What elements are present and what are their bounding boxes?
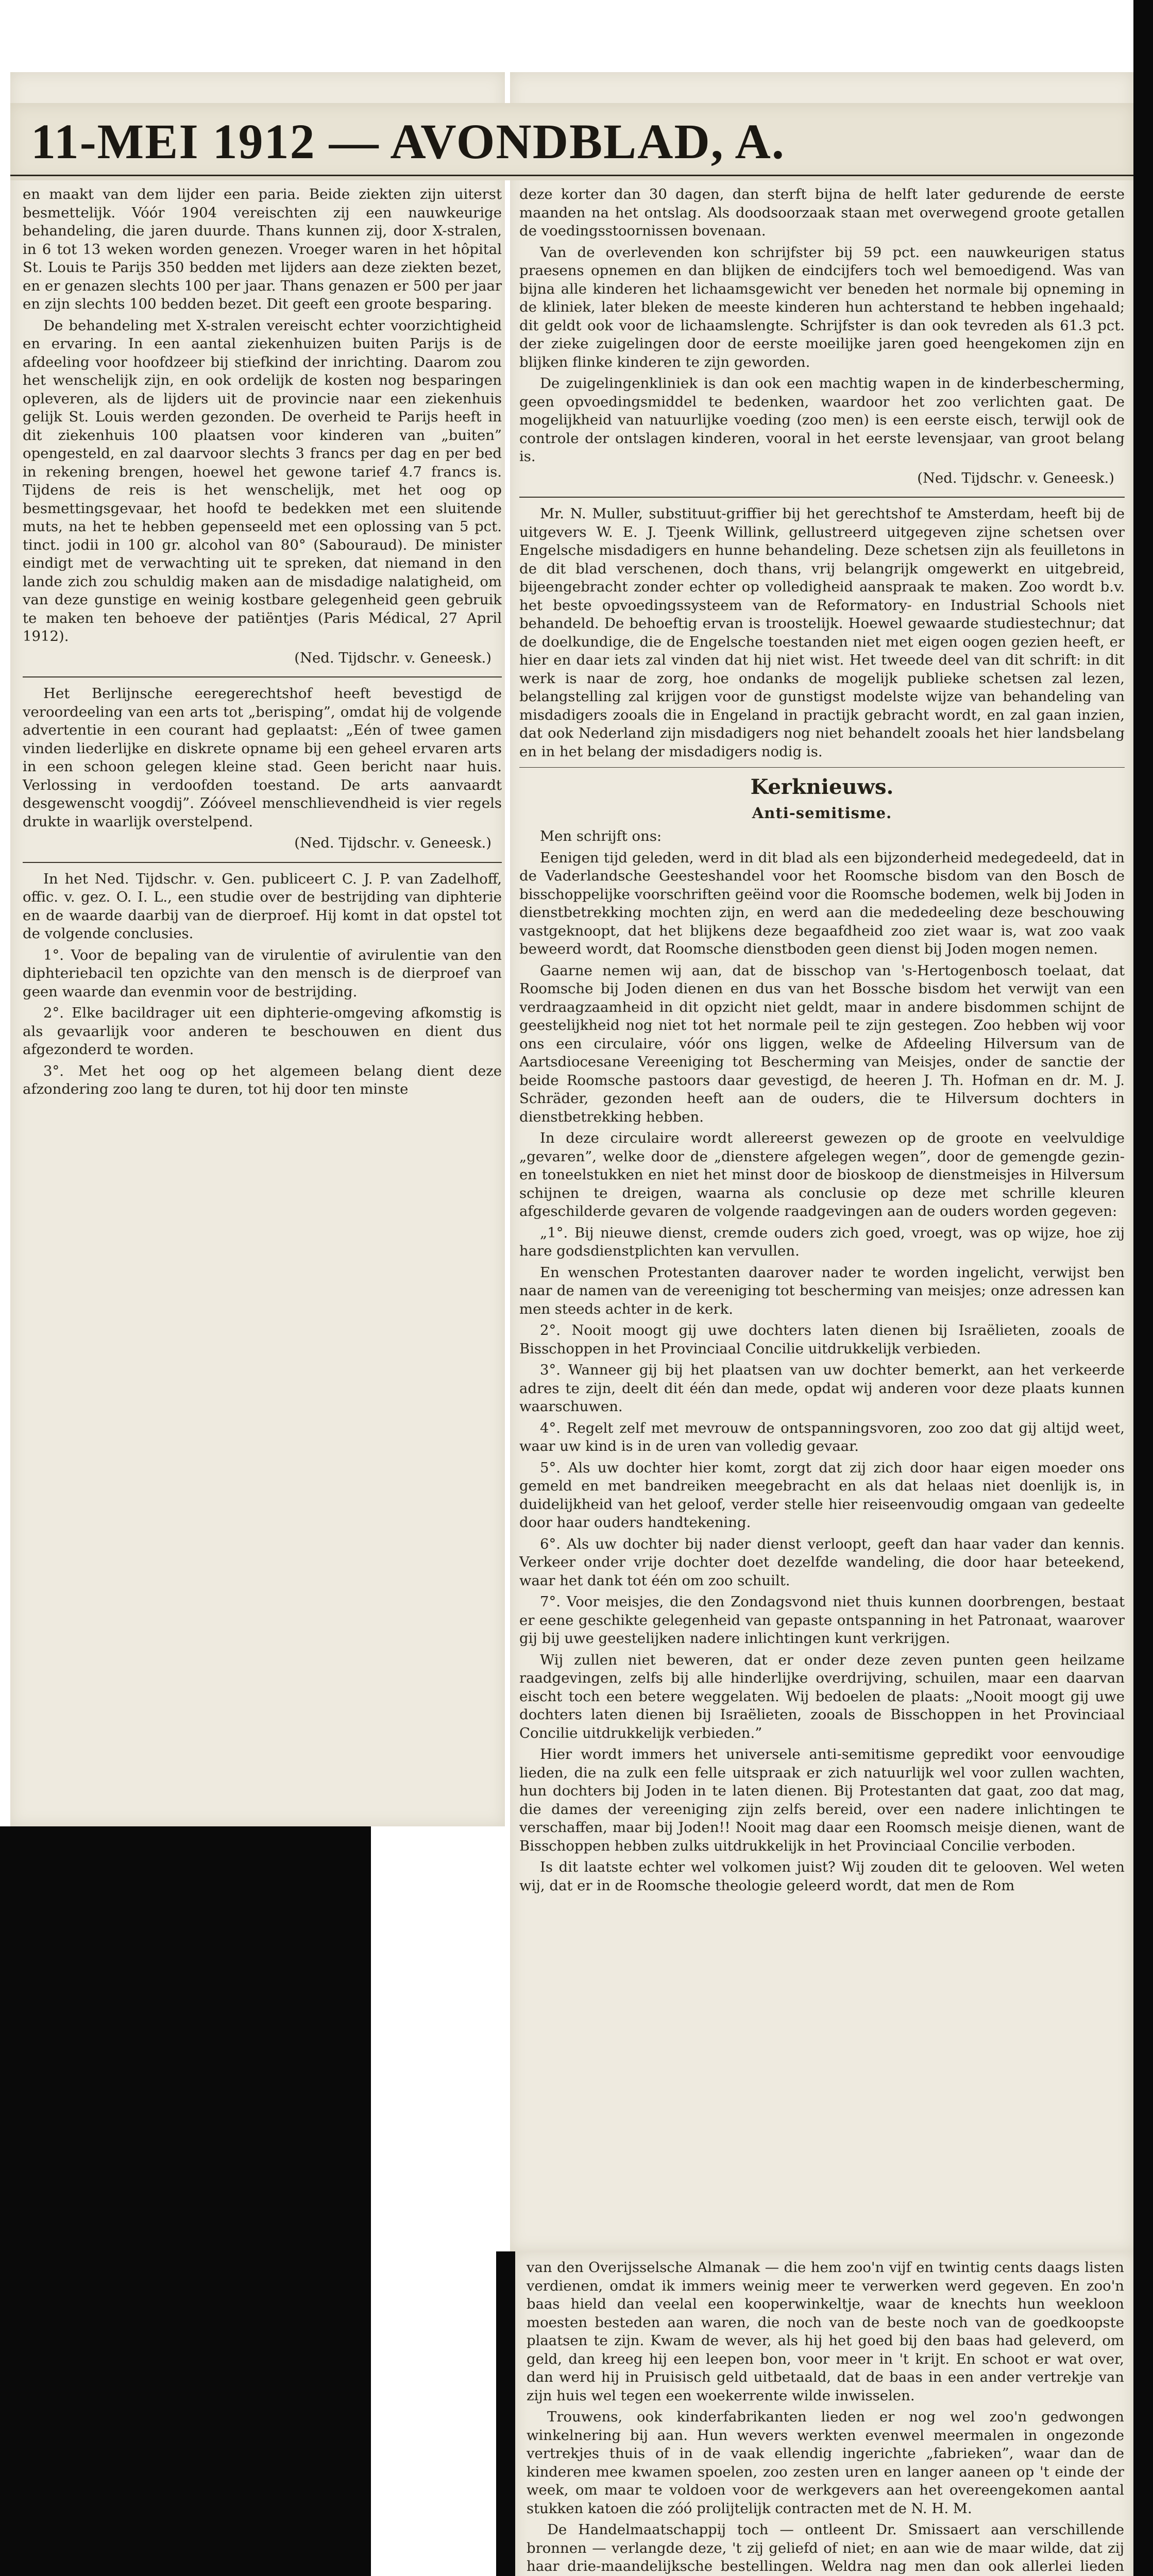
left-clipping: [10, 72, 505, 1826]
section-subheading-antisemitisme: Anti-semitisme.: [752, 804, 892, 822]
right-paragraph: Mr. N. Muller, substituut-griffier bij het gerechtshof te Amsterdam, heeft bij de uitgevers W. E. J. Tjeenk Willink, gellustreerd uitgegeven zijne schetsen over Engelsche misdadigers en hunne behandeling. Deze schetsen zijn als feuilletons in de dit blad verschenen, doch thans, vrij belangrijk omgewerkt en uitgebreid, bijeengebracht zonder echter op volledigheid aanspraak te maken. Zoo wordt b.v. het beste opvoedingssysteem van de Reformatory- en Industrial Schools niet behandeld. De behoeftig ervan is troostelijk. Hoewel gewaarde studiestechnur; dat de doelkundige, die de Engelsche toestanden niet met eigen oogen gezien heeft, er hier en daar iets zal vinden dat hij niet wist. Het tweede deel van dit schrift: in dit werk is naar de zorg, hoe ondanks de mogelijk publieke schetsen zal lezen, belangstelling zal krijgen voor de gunstigst modelste wijze van behandeling van misdadigers zooals die in Engeland in practijk gebracht wordt, en zal gaan inzien, dat ook Nederland zijn misdadigers nog niet behandelt zooals het hier landsbelang en in het belang der misdadigers nodig is.: [519, 505, 1125, 760]
right-divider-2: [519, 767, 1125, 768]
left-paragraph: In het Ned. Tijdschr. v. Gen. publiceert C. J. P. van Zadelhoff, offic. v. gez. O. I. L., een studie over de bestrijding van diphterie en de waarde daarbij van de dierproef. Hij komt in dat opstel tot de volgende conclusies.: [23, 870, 502, 942]
background-board-right: [1133, 0, 1153, 2576]
right-paragraph: 2°. Nooit moogt gij uwe dochters laten dienen bij Israëlieten, zooals de Bisschoppen in het Provinciaal Concilie uitdrukkelijk verbieden.: [519, 1322, 1125, 1357]
right-paragraph: 5°. Als uw dochter hier komt, zorgt dat zij zich door haar eigen moeder ons gemeld en met bandreiken meegebracht en als dat helaas niet doenlijk is, in duidelijkheid van het geloof, verder stelle hier reiseenvoudig omgaan van gedeelte door haar ouders handtekening.: [519, 1459, 1125, 1531]
right-block-2: [519, 505, 1125, 761]
left-paragraph: De behandeling met X-stralen vereischt echter voorzichtigheid en ervaring. In een aantal ziekenhuizen buiten Parijs is de afdeeling voor hoofdzeer bij stiefkind der inrichting. Daarom zou het wenschelijk zijn, en ook ordelijk de kosten nog besparingen opleveren, als de lijders uit de provincie naar een ziekenhuis gelijk St. Louis werden gezonden. De overheid te Parijs heeft in dit ziekenhuis 100 plaatsen voor kinderen van „buiten” opengesteld, en zal daarvoor slechts 3 francs per dag en per bed in rekening brengen, hoewel het gewone tarief 4.7 francs is. Tijdens de reis is het wenschelijk, met het oog op besmettingsgevaar, het hoofd te bedekken met een sluitende muts, na het te hebben gepenseeld met een oplossing van 5 pct. tinct. jodii in 100 gr. alcohol van 80° (Sabouraud). De minister eindigt met de verwachting uit te spreken, dat niemand in den lande zich zou schuldig maken aan de misdadige nalatigheid, om van deze gunstige en weinig kostbare gelegenheid geen gebruik te maken ten behoeve der patiëntjes (Paris Médical, 27 April 1912).: [23, 317, 502, 645]
right-paragraph: Gaarne nemen wij aan, dat de bisschop van 's-Hertogenbosch toelaat, dat Roomsche bij Joden dienen en dus van het Bossche bisdom het verwijt van een verdraagzaamheid in dit opzicht niet geldt, maar in andere bisdommen schijnt de geestelijkheid nog niet tot het normale peil te zijn gestegen. Zoo hebben wij voor ons een circulaire, vóór ons liggen, welke de Afdeeling Hilversum van de Aartsdiocesane Vereeniging tot Bescherming van Meisjes, onder de sanctie der beide Roomsche pastoors daar gevestigd, de heeren J. Th. Hofman en dr. M. J. Schräder, gezonden heeft aan de ouders, die te Hilversum dochters in dienstbetrekking hebben.: [519, 962, 1125, 1125]
right-paragraph: Van de overlevenden kon schrijfster bij 59 pct. een nauwkeurigen status praesens opnemen en dan blijken de eindcijfers toch wel bemoedigend. Was van bijna alle kinderen het lichaamsgewicht ver beneden het normale bij opneming in de kliniek, later bleken de meeste kinderen hun achterstand te hebben ingehaald; dit geldt ook voor de lichaamslengte. Schrijfster is dan ook tevreden als 61.3 pct. der zieke zuigelingen door de eerste moeilijke jaren goed heengekomen zijn en blijken flinke kinderen te zijn geworden.: [519, 244, 1125, 370]
left-block-2: [23, 685, 502, 831]
left-paragraph: Het Berlijnsche eeregerechtshof heeft bevestigd de veroordeeling van een arts tot „berisping”, omdat hij de volgende advertentie in een courant had geplaatst: „Eén of twee gamen vinden liederlijke en diskrete opname bij een geheel ervaren arts in een schoon gelegen kleine stad. Geen bericht naar huis. Verlossing in verdoofden toestand. De arts aanvaardt desgewenscht voogdij”. Zóóveel menschlievendheid is vier regels drukte in waarlijk overstelpend.: [23, 685, 502, 830]
left-paragraph: 2°. Elke bacildrager uit een diphterie-omgeving afkomstig is als gevaarlijk voor anderen te beschouwen en dient dus afgezonderd te worden.: [23, 1005, 502, 1058]
right-paragraph: Hier wordt immers het universele anti-semitisme gepredikt voor eenvoudige lieden, die na zulk een felle uitspraak er zich natuurlijk wel voor zullen wachten, hun dochters bij Joden in te laten dienen. Bij Protestanten dat gaat, zoo dat mag, die dames der vereeniging zijn zelfs bereid, over een nadere inlichtingen te verschaffen, maar bij Joden!! Nooit mag daar een Roomsch meisje dienen, want de Bisschoppen hebben zulks uitdrukkelijk in het Provinciaal Concilie verboden.: [519, 1746, 1125, 1854]
left-divider-2: [23, 862, 502, 863]
right-paragraph: deze korter dan 30 dagen, dan sterft bijna de helft later gedurende de eerste maanden na het ontslag. Als doodsoorzaak staan met overwegend groote getallen de voedingsstoornissen bovenaan.: [519, 186, 1125, 239]
right-paragraph: Is dit laatste echter wel volkomen juist? Wij zouden dit te gelooven. Wel weten wij, dat er in de Roomsche theologie geleerd wordt, dat men de Rom: [519, 1859, 1125, 1894]
right-paragraph: Eenigen tijd geleden, werd in dit blad als een bijzonderheid medegedeeld, dat in de Vaderlandsche Geesteshandel voor het Roomsche bisdom van den Bosch de bisschoppelijke voorschriften geëind voor die Roomsche bodemen, welk bij Joden in dienstbetrekking mochten zijn, en werd aan die mededeeling deze beschouwing vastgeknoopt, dat het blijkens deze begaafdheid zoo ziet waar is, wat zoo vaak beweerd wordt, dat Roomsche dienstboden geen dienst bij Joden mogen nemen.: [519, 849, 1125, 957]
right-block-3: [519, 827, 1125, 1895]
right-clipping: [510, 72, 1133, 2251]
right-signature-1: (Ned. Tijdschr. v. Geneesk.): [917, 469, 1114, 486]
masthead-strip: [10, 103, 1133, 180]
left-paragraph: en maakt van dem lijder een paria. Beide ziekten zijn uiterst besmettelijk. Vóór 1904 vereischten zij een nauwkeurige behandeling, die jaren duurde. Thans kunnen zij, door X-stralen, in 6 tot 13 weken worden genezen. Vroeger waren in het hôpital St. Louis te Parijs 350 bedden met lijders aan deze ziekten bezet, en er genazen slechts 100 per jaar. Thans genazen er 500 per jaar en zijn slechts 100 bedden bezet. Dit geeft een groote besparing.: [23, 186, 502, 312]
right-paragraph: Wij zullen niet beweren, dat er onder deze zeven punten geen heilzame raadgevingen, zelfs bij alle hinderlijke overdrijving, schuilen, maar een daarvan eischt toch een betere weggelaten. Wij bedoelen de plaats: „Nooit moogt gij uwe dochters laten dienen bij Israëlieten, zooals de Bisschoppen in het Provinciaal Concilie uitdrukkelijk verbieden.”: [519, 1651, 1125, 1741]
right-paragraph: 3°. Wanneer gij bij het plaatsen van uw dochter bemerkt, aan het verkeerde adres te zijn, deelt dit één dan mede, opdat wij anderen voor deze plaats kunnen waarschuwen.: [519, 1362, 1125, 1415]
left-divider-1: [23, 676, 502, 677]
lower-right-clipping: [515, 2251, 1133, 2576]
right-paragraph: „1°. Bij nieuwe dienst, cremde ouders zich goed, vroegt, was op wijze, hoe zij hare godsdienstplichten kan vervullen.: [519, 1224, 1125, 1259]
right-paragraph: In deze circulaire wordt allereerst gewezen op de groote en veelvuldige „gevaren”, welke door de „dienstere afgelegen wegen”, door de gemengde gezin- en toneelstukken en niet het minst door de bioskoop de dienstmeisjes in Hilversum schijnen te dreigen, waarna als conclusie op deze met schrille kleuren afgeschilderde gevaren de volgende raadgevingen aan de ouders worden gegeven:: [519, 1130, 1125, 1219]
right-paragraph: 7°. Voor meisjes, die den Zondagsvond niet thuis kunnen doorbrengen, bestaat er eene geschikte gelegenheid van gepaste ontspanning in het Patronaat, waarover gij bij uwe geestelijken nadere inlichtingen kunt verkrijgen.: [519, 1594, 1125, 1647]
left-block-1: [23, 185, 502, 646]
right-divider-1: [519, 497, 1125, 498]
section-heading-kerknieuws: Kerknieuws.: [750, 775, 894, 799]
right-block-1: [519, 185, 1125, 466]
lower-paragraph: De Handelmaatschappij toch — ontleent Dr. Smissaert aan verschillende bronnen — verlangde deze, 't zij geliefd of niet; en aan wie de maar wilde, dat zij haar drie-maandelijksche bestellingen. Weldra nag men dan ook allerlei lieden: [527, 2521, 1124, 2574]
masthead-rule: [10, 175, 1133, 176]
left-signature-2: (Ned. Tijdschr. v. Geneesk.): [294, 835, 491, 851]
right-column: [519, 185, 1125, 1898]
lower-paragraph: Trouwens, ook kinderfabrikanten lieden er nog wel zoo'n gedwongen winkelnering bij aan. Hun wevers werkten evenwel meermalen in ongezonde vertrekjes thuis of in de vaak ellendig ingerichte „fabrieken”, waar dan de kinderen mee kwamen spoelen, zoo zesten uren en langer aaneen op 't einde der week, om maar te voldoen voor de werkgevers aan het overeengekomen aantal stukken katoen die zóó prolijtelijk contracten met de N. H. M.: [527, 2409, 1124, 2517]
right-paragraph: 4°. Regelt zelf met mevrouw de ontspanningsvoren, zoo zoo dat gij altijd weet, waar uw kind is in de uren van volledig gevaar.: [519, 1419, 1125, 1454]
right-paragraph: Men schrijft ons:: [540, 828, 662, 844]
right-paragraph: En wenschen Protestanten daarover nader te worden ingelicht, verwijst ben naar de namen van de vereeniging tot bescherming van meisjes; onze adressen kan men steeds achter in de kerk.: [519, 1264, 1125, 1317]
lower-right-column: [527, 2259, 1124, 2576]
background-board-left: [0, 1826, 371, 2576]
left-paragraph: 1°. Voor de bepaling van de virulentie of avirulentie van den diphteriebacil ten opzichte van den mensch is de dierproef van geen waarde dan evenmin voor de bestrijding.: [23, 946, 502, 1000]
right-paragraph: 6°. Als uw dochter bij nader dienst verloopt, geeft dan haar vader dan kennis. Verkeer onder vrije dochter doet dezelfde wandeling, die door haar beteekend, waar het dank tot één om zoo schuilt.: [519, 1535, 1125, 1589]
right-paragraph: De zuigelingenkliniek is dan ook een machtig wapen in de kinderbescherming, geen opvoedingsmiddel te bedenken, waardoor het zoo verlichten gaat. De mogelijkheid van natuurlijke voeding (zoo men) is een eerste eisch, terwijl ook de controle der ontslagen kinderen, vooral in het eerste levensjaar, van groot belang is.: [519, 375, 1125, 465]
left-paragraph: 3°. Met het oog op het algemeen belang dient deze afzondering zoo lang te duren, tot hij door ten minste: [23, 1062, 502, 1097]
left-column: [23, 185, 502, 1102]
left-block-3: [23, 870, 502, 1099]
masthead-date-line: 11-MEI 1912 — AVONDBLAD, A.: [31, 114, 785, 169]
background-board-strip: [496, 2251, 516, 2576]
lower-paragraph: van den Overijsselsche Almanak — die hem zoo'n vijf en twintig cents daags listen verdienen, omdat ik immers weinig meer te verwerken werd gegeven. En zoo'n baas hield dan veelal een kooperwinkeltje, waar de knechts hun weekloon moesten besteden aan waren, die noch van de beste noch van de goedkoopste plaatsen te zijn. Kwam de wever, als hij het goed bij den baas had geleverd, om geld, dan kreeg hij een leepen bon, voor meer in 't krijt. En schoot er wat over, dan werd hij in Pruisisch geld uitbetaald, dat de baas in een ander vertrekje van zijn huis wel tegen een woekerrente wilde inwisselen.: [527, 2259, 1124, 2404]
left-signature-1: (Ned. Tijdschr. v. Geneesk.): [294, 649, 491, 666]
